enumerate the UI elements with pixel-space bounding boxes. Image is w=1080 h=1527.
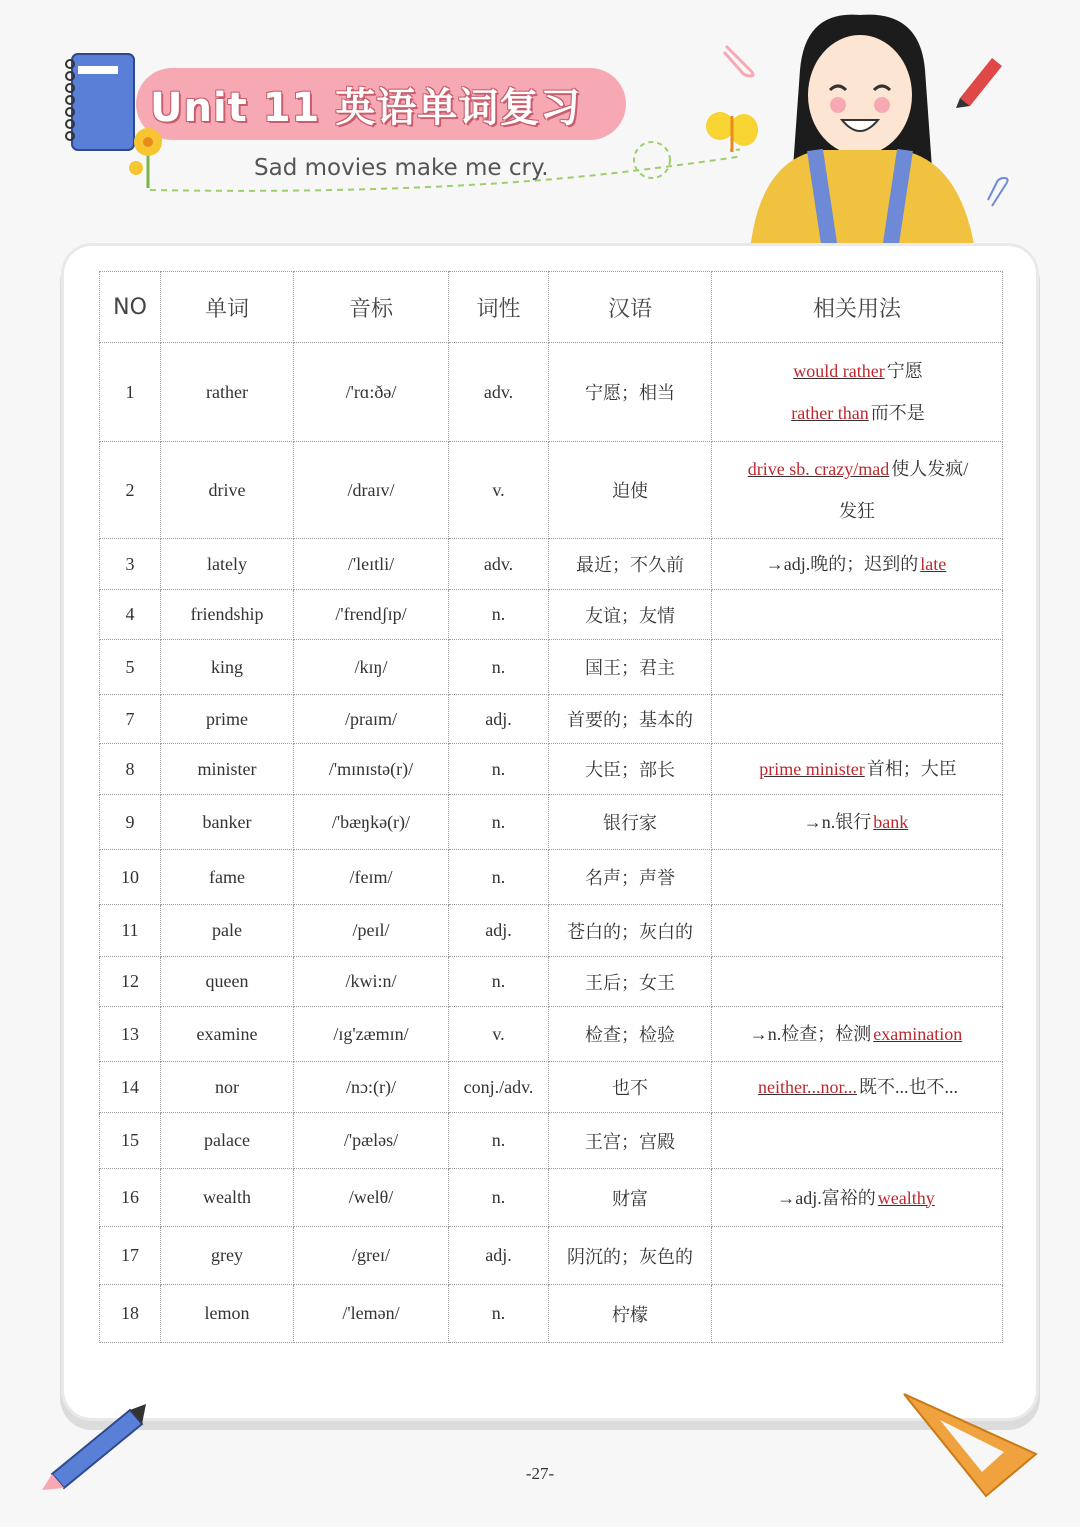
table-row bbox=[100, 850, 1003, 905]
row-phonetic: /draɪv/ bbox=[294, 442, 449, 539]
row-usage bbox=[712, 1007, 1003, 1062]
row-chinese: 名声；声誉 bbox=[549, 850, 712, 905]
row-pos: v. bbox=[449, 442, 549, 539]
table-row bbox=[100, 1169, 1003, 1227]
usage-text: →n.银行 bbox=[803, 812, 872, 832]
row-chinese: 银行家 bbox=[549, 795, 712, 850]
row-phonetic: /ɪg'zæmɪn/ bbox=[294, 1007, 449, 1062]
row-word: lemon bbox=[161, 1285, 294, 1343]
usage-text: 既不...也不... bbox=[858, 1077, 958, 1097]
row-word: examine bbox=[161, 1007, 294, 1062]
table-row bbox=[100, 640, 1003, 695]
row-no: 2 bbox=[100, 442, 161, 539]
row-chinese: 检查；检验 bbox=[549, 1007, 712, 1062]
usage-text: →adj.晚的；迟到的 bbox=[765, 554, 919, 574]
row-pos: n. bbox=[449, 1285, 549, 1343]
header-pos: 词性 bbox=[449, 272, 549, 343]
row-word: queen bbox=[161, 957, 294, 1007]
row-word: pale bbox=[161, 905, 294, 957]
row-phonetic: /praɪm/ bbox=[294, 695, 449, 744]
row-pos: n. bbox=[449, 957, 549, 1007]
row-pos: adv. bbox=[449, 539, 549, 590]
row-pos: conj./adv. bbox=[449, 1062, 549, 1113]
row-no: 15 bbox=[100, 1113, 161, 1169]
row-pos: adj. bbox=[449, 1227, 549, 1285]
row-chinese: 王宫；宫殿 bbox=[549, 1113, 712, 1169]
usage-answer: prime minister bbox=[759, 759, 865, 779]
table-row bbox=[100, 442, 1003, 539]
row-chinese: 国王；君主 bbox=[549, 640, 712, 695]
row-chinese: 王后；女王 bbox=[549, 957, 712, 1007]
row-chinese: 大臣；部长 bbox=[549, 744, 712, 795]
usage-answer: late bbox=[920, 554, 947, 574]
row-word: lately bbox=[161, 539, 294, 590]
usage-text: 而不是 bbox=[870, 403, 925, 423]
vocabulary-table bbox=[99, 271, 1003, 1343]
row-no: 10 bbox=[100, 850, 161, 905]
row-word: minister bbox=[161, 744, 294, 795]
row-usage bbox=[712, 1169, 1003, 1227]
table-row bbox=[100, 1062, 1003, 1113]
table-row bbox=[100, 957, 1003, 1007]
row-no: 9 bbox=[100, 795, 161, 850]
usage-answer: examination bbox=[873, 1024, 963, 1044]
usage-answer: rather than bbox=[791, 403, 869, 423]
row-usage bbox=[712, 1113, 1003, 1169]
table-row bbox=[100, 905, 1003, 957]
header-no: NO bbox=[100, 272, 161, 343]
row-usage bbox=[712, 590, 1003, 640]
usage-answer: wealthy bbox=[877, 1187, 935, 1208]
row-no: 13 bbox=[100, 1007, 161, 1062]
usage-answer: drive sb. crazy/mad bbox=[747, 459, 890, 479]
usage-answer: neither...nor... bbox=[758, 1077, 857, 1097]
row-usage bbox=[712, 850, 1003, 905]
row-usage bbox=[712, 795, 1003, 850]
row-no: 3 bbox=[100, 539, 161, 590]
row-chinese: 柠檬 bbox=[549, 1285, 712, 1343]
row-pos: n. bbox=[449, 1169, 549, 1227]
row-phonetic: /kɪŋ/ bbox=[294, 640, 449, 695]
title-banner bbox=[136, 68, 626, 140]
table-row bbox=[100, 1227, 1003, 1285]
row-chinese: 首要的；基本的 bbox=[549, 695, 712, 744]
flower-icon bbox=[126, 120, 176, 190]
row-usage bbox=[712, 744, 1003, 795]
row-chinese: 最近；不久前 bbox=[549, 539, 712, 590]
row-word: prime bbox=[161, 695, 294, 744]
page-number: -27- bbox=[525, 1464, 555, 1483]
row-no: 16 bbox=[100, 1169, 161, 1227]
paperclip-icon bbox=[984, 176, 1014, 210]
row-pos: adj. bbox=[449, 695, 549, 744]
row-word: king bbox=[161, 640, 294, 695]
row-phonetic: /'rɑ:ðə/ bbox=[294, 343, 449, 442]
row-phonetic: /peɪl/ bbox=[294, 905, 449, 957]
row-no: 12 bbox=[100, 957, 161, 1007]
row-chinese: 迫使 bbox=[549, 442, 712, 539]
row-usage bbox=[712, 695, 1003, 744]
row-pos: n. bbox=[449, 1113, 549, 1169]
row-no: 5 bbox=[100, 640, 161, 695]
row-phonetic: /welθ/ bbox=[294, 1169, 449, 1227]
row-chinese: 宁愿；相当 bbox=[549, 343, 712, 442]
row-no: 4 bbox=[100, 590, 161, 640]
row-phonetic: /nɔ:(r)/ bbox=[294, 1062, 449, 1113]
row-chinese: 苍白的；灰白的 bbox=[549, 905, 712, 957]
usage-answer: bank bbox=[873, 812, 909, 832]
row-usage bbox=[712, 905, 1003, 957]
row-chinese: 友谊；友情 bbox=[549, 590, 712, 640]
row-phonetic: /'bæŋkə(r)/ bbox=[294, 795, 449, 850]
usage-answer: would rather bbox=[793, 361, 885, 381]
usage-text: →adj.富裕的 bbox=[777, 1187, 876, 1208]
row-chinese: 阴沉的；灰色的 bbox=[549, 1227, 712, 1285]
usage-text: 使人发疯/ bbox=[891, 459, 969, 479]
notebook-icon bbox=[62, 52, 136, 152]
row-phonetic: /feɪm/ bbox=[294, 850, 449, 905]
table-row bbox=[100, 590, 1003, 640]
usage-text: 宁愿 bbox=[886, 361, 923, 381]
row-pos: n. bbox=[449, 590, 549, 640]
row-no: 11 bbox=[100, 905, 161, 957]
table-row bbox=[100, 695, 1003, 744]
table-row bbox=[100, 343, 1003, 442]
row-pos: v. bbox=[449, 1007, 549, 1062]
row-pos: n. bbox=[449, 640, 549, 695]
row-usage bbox=[712, 1227, 1003, 1285]
table-header-row bbox=[100, 272, 1003, 343]
row-phonetic: /'pæləs/ bbox=[294, 1113, 449, 1169]
row-usage bbox=[712, 539, 1003, 590]
row-usage bbox=[712, 957, 1003, 1007]
row-phonetic: /'frendʃɪp/ bbox=[294, 590, 449, 640]
table-row bbox=[100, 795, 1003, 850]
row-word: banker bbox=[161, 795, 294, 850]
row-no: 1 bbox=[100, 343, 161, 442]
row-word: drive bbox=[161, 442, 294, 539]
pencil-icon bbox=[950, 48, 1010, 108]
subtitle: Sad movies make me cry. bbox=[254, 155, 549, 181]
row-no: 14 bbox=[100, 1062, 161, 1113]
row-chinese: 也不 bbox=[549, 1062, 712, 1113]
header-phonetic: 音标 bbox=[294, 272, 449, 343]
butterfly-icon bbox=[704, 108, 760, 158]
row-word: nor bbox=[161, 1062, 294, 1113]
row-phonetic: /greɪ/ bbox=[294, 1227, 449, 1285]
row-word: grey bbox=[161, 1227, 294, 1285]
paperclip-icon bbox=[720, 40, 760, 80]
page-title: Unit 11 英语单词复习 bbox=[150, 84, 582, 131]
row-word: wealth bbox=[161, 1169, 294, 1227]
table-row bbox=[100, 1007, 1003, 1062]
row-word: palace bbox=[161, 1113, 294, 1169]
usage-text: 发狂 bbox=[839, 501, 875, 521]
row-pos: adv. bbox=[449, 343, 549, 442]
table-row bbox=[100, 1285, 1003, 1343]
row-no: 8 bbox=[100, 744, 161, 795]
row-phonetic: /'lemən/ bbox=[294, 1285, 449, 1343]
row-pos: n. bbox=[449, 744, 549, 795]
row-usage bbox=[712, 1285, 1003, 1343]
usage-text: →n.检查；检测 bbox=[749, 1024, 872, 1044]
row-word: fame bbox=[161, 850, 294, 905]
row-pos: n. bbox=[449, 795, 549, 850]
row-chinese: 财富 bbox=[549, 1169, 712, 1227]
row-usage bbox=[712, 343, 1003, 442]
girl-illustration bbox=[730, 10, 990, 250]
row-pos: n. bbox=[449, 850, 549, 905]
table-row bbox=[100, 744, 1003, 795]
table-row bbox=[100, 539, 1003, 590]
row-phonetic: /kwi:n/ bbox=[294, 957, 449, 1007]
row-no: 7 bbox=[100, 695, 161, 744]
header-chinese: 汉语 bbox=[549, 272, 712, 343]
usage-text: 首相；大臣 bbox=[866, 759, 957, 779]
row-word: friendship bbox=[161, 590, 294, 640]
row-word: rather bbox=[161, 343, 294, 442]
header-word: 单词 bbox=[161, 272, 294, 343]
row-phonetic: /'mɪnɪstə(r)/ bbox=[294, 744, 449, 795]
row-usage bbox=[712, 640, 1003, 695]
header-usage: 相关用法 bbox=[712, 272, 1003, 343]
row-usage bbox=[712, 442, 1003, 539]
row-pos: adj. bbox=[449, 905, 549, 957]
table-row bbox=[100, 1113, 1003, 1169]
row-phonetic: /'leɪtli/ bbox=[294, 539, 449, 590]
row-no: 17 bbox=[100, 1227, 161, 1285]
row-usage bbox=[712, 1062, 1003, 1113]
row-no: 18 bbox=[100, 1285, 161, 1343]
